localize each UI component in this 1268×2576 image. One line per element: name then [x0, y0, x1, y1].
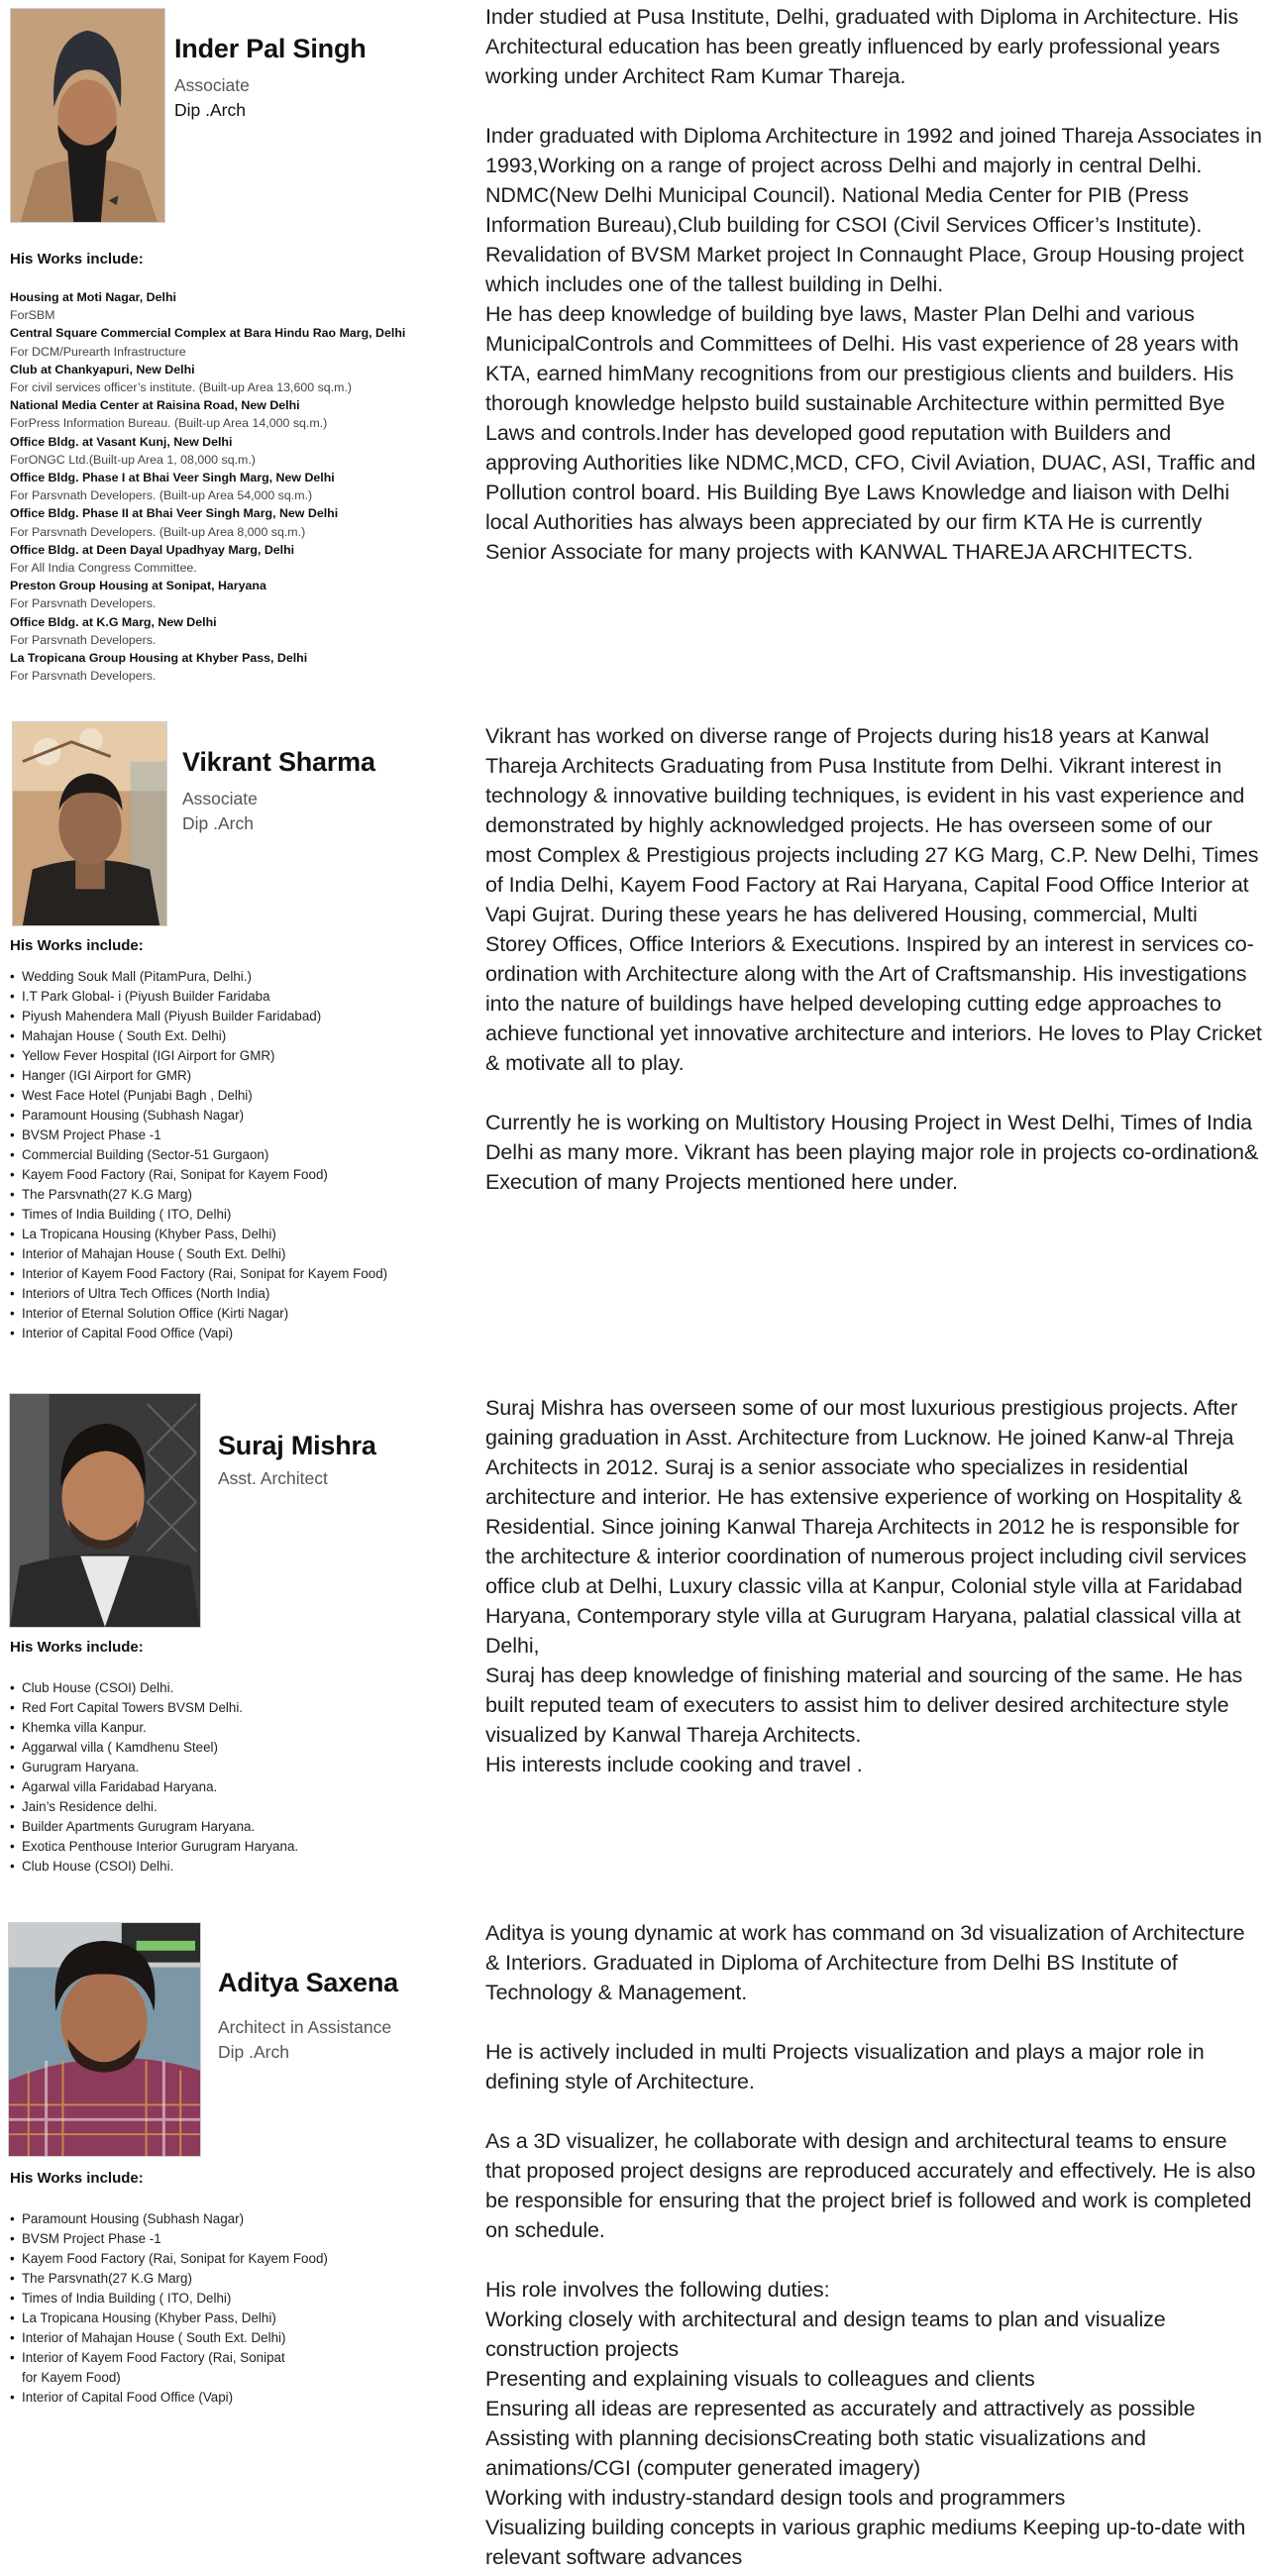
- works-item: • The Parsvnath(27 K.G Marg): [10, 1185, 387, 1205]
- portrait-image: [9, 1923, 200, 2156]
- works-item: Office Bldg. Phase I at Bhai Veer Singh Marg, New Delhi For Parsvnath Developers. (Built-up Area 54,000 sq.m.): [10, 471, 335, 503]
- works-item: • Interior of Mahajan House ( South Ext. Delhi): [10, 2328, 328, 2348]
- profile-suraj-mishra: [0, 1393, 1268, 1888]
- works-item: • Times of India Building ( ITO, Delhi): [10, 2289, 328, 2308]
- works-item: • Interior of Mahajan House ( South Ext. Delhi): [10, 1244, 387, 1264]
- profile-title: Architect in Assistance: [218, 2017, 392, 2037]
- profile-degree: Dip .Arch: [218, 2042, 289, 2062]
- works-item: • Khemka villa Kanpur.: [10, 1718, 298, 1738]
- works-item: • Interior of Eternal Solution Office (Kirti Nagar): [10, 1304, 387, 1324]
- works-item: • Interiors of Ultra Tech Offices (North India): [10, 1284, 387, 1304]
- profile-role: [182, 787, 258, 836]
- works-item: • Club House (CSOI) Delhi.: [10, 1678, 298, 1698]
- profile-name: Vikrant Sharma: [182, 747, 375, 777]
- works-item: • BVSM Project Phase -1: [10, 2229, 328, 2249]
- works-item: National Media Center at Raisina Road, New Delhi ForPress Information Bureau. (Built-up Area 14,000 sq.m.): [10, 398, 328, 431]
- profile-degree: Dip .Arch: [182, 813, 254, 833]
- works-item: • West Face Hotel (Punjabi Bagh , Delhi): [10, 1086, 387, 1106]
- works-list: [10, 967, 387, 1343]
- profile-role: [174, 73, 250, 123]
- works-item: • BVSM Project Phase -1: [10, 1126, 387, 1145]
- profile-vikrant-sharma: [0, 721, 1268, 1355]
- works-item: • Commercial Building (Sector-51 Gurgaon): [10, 1145, 387, 1165]
- profile-title: Associate: [174, 75, 250, 95]
- works-item: • Hanger (IGI Airport for GMR): [10, 1066, 387, 1086]
- works-item: • Club House (CSOI) Delhi.: [10, 1857, 298, 1877]
- profile-photo: [10, 8, 165, 223]
- works-list: [10, 288, 405, 685]
- bio-paragraph: Suraj Mishra has overseen some of our most luxurious prestigious projects. After gaining graduation in Asst. Architecture from Lucknow. He joined Kanw-al Threja Architects in 2012. Suraj is a senior associate who specializes in residential architecture and interior. He has extensive experience of working on Hospitality & Residential. Since joining Kanwal Thareja Architects in 2012 he is responsible for the architecture & interior coordination of numerous project including civil services office club at Delhi, Luxury classic villa at Kanpur, Colonial style villa at Faridabad Haryana, Contemporary style villa at Gurugram Haryana, palatial classical villa at Delhi, Suraj has deep knowledge of finishing material and sourcing of the same. He has built reputed team of executers to assist him to deliver desired architecture style visualized by Kanwal Thareja Architects. His interests include cooking and travel .: [485, 1396, 1247, 1776]
- works-item: La Tropicana Group Housing at Khyber Pass, Delhi For Parsvnath Developers.: [10, 651, 308, 684]
- profile-name: Aditya Saxena: [218, 1968, 398, 1997]
- profile-name: Suraj Mishra: [218, 1431, 376, 1460]
- works-list: [10, 1678, 298, 1877]
- works-item: • La Tropicana Housing (Khyber Pass, Delhi): [10, 2308, 328, 2328]
- profile-title: Associate: [182, 789, 258, 808]
- works-item: • Aggarwal villa ( Kamdhenu Steel): [10, 1738, 298, 1758]
- profile-bio: [485, 1918, 1263, 2572]
- bio-paragraph: As a 3D visualizer, he collaborate with design and architectural teams to ensure that proposed project designs are reproduced accurately and effectively. He is also be responsible for ensuring that the project brief is followed and work is completed on schedule.: [485, 2129, 1256, 2242]
- works-item: Preston Group Housing at Sonipat, Haryana For Parsvnath Developers.: [10, 579, 266, 611]
- works-heading: His Works include:: [10, 2170, 144, 2187]
- works-item: Club at Chankyapuri, New Delhi For civil services officer’s institute. (Built-up Area 13,600 sq.m.): [10, 362, 353, 395]
- portrait-image: [11, 9, 164, 222]
- works-item: • Yellow Fever Hospital (IGI Airport for GMR): [10, 1046, 387, 1066]
- profile-bio: [485, 721, 1263, 1197]
- works-item: • Piyush Mahendera Mall (Piyush Builder Faridabad): [10, 1007, 387, 1026]
- works-item: Office Bldg. at K.G Marg, New Delhi For Parsvnath Developers.: [10, 614, 217, 647]
- works-item: • Interior of Kayem Food Factory (Rai, Sonipat for Kayem Food): [10, 1264, 387, 1284]
- works-item: • The Parsvnath(27 K.G Marg): [10, 2269, 328, 2289]
- bio-paragraph: Inder graduated with Diploma Architecture in 1992 and joined Thareja Associates in 1993,Working on a range of project across Delhi and majorly in central Delhi. NDMC(New Delhi Municipal Council). National Media Center for PIB (Press Information Bureau),Club building for CSOI (Civil Services Officer’s Institute). Revalidation of BVSM Market project In Connaught Place, Group Housing project which includes one of the tallest building in Delhi. He has deep knowledge of building bye laws, Master Plan Delhi and various MunicipalControls and Committees of Delhi. His vast experience of 28 years with KTA, earned himMany recognitions from our prestigious clients and builders. His thorough knowledge helpsto build sustainable Architecture within permitted Bye Laws and controls.Inder has developed good reputation with Builders and approving Authorities like NDMC,MCD, CFO, Civil Aviation, DUAC, ASI, Traffic and Pollution control board. His Building Bye Laws Knowledge and liaison with Delhi local Authorities has always been appreciated by our firm KTA He is currently Senior Associate for many projects with KANWAL THAREJA ARCHITECTS.: [485, 124, 1262, 564]
- works-item: • Kayem Food Factory (Rai, Sonipat for Kayem Food): [10, 1165, 387, 1185]
- bio-paragraph: His role involves the following duties: Working closely with architectural and design teams to plan and visualize construction projects Presenting and explaining visuals to colleagues and clients Ensuring all ideas are represented as accurately and attractively as possible Assisting with planning decisionsCreating both static visualizations and animations/CGI (computer generated imagery) Working with industry-standard design tools and programmers Visualizing building concepts in various graphic mediums Keeping up-to-date with relevant software advances: [485, 2278, 1246, 2569]
- works-item: • Agarwal villa Faridabad Haryana.: [10, 1777, 298, 1797]
- profile-bio: [485, 2, 1263, 567]
- works-item: Central Square Commercial Complex at Bara Hindu Rao Marg, Delhi For DCM/Purearth Infrastructure: [10, 326, 406, 359]
- profile-title: Asst. Architect: [218, 1468, 328, 1488]
- works-heading: His Works include:: [10, 1639, 144, 1656]
- works-heading: His Works include:: [10, 251, 144, 268]
- bio-paragraph: He is actively included in multi Projects visualization and plays a major role in defining style of Architecture.: [485, 2040, 1205, 2093]
- works-item: • Gurugram Haryana.: [10, 1758, 298, 1777]
- bio-paragraph: Vikrant has worked on diverse range of Projects during his18 years at Kanwal Thareja Architects Graduating from Pusa Institute from Delhi. Vikrant interest in technology & innovative building techniques, is evident in his vast experience and demonstrated by highly acknowledged projects. He has overseen some of our most Complex & Prestigious projects including 27 KG Marg, C.P. New Delhi, Times of India Delhi, Kayem Food Factory at Rai Haryana, Capital Food Office Interior at Vapi Gujrat. During these years he has delivered Housing, commercial, Multi Storey Offices, Office Interiors & Executions. Inspired by an interest in services co-ordination with Architecture along with the Art of Craftsmanship. His investigations into the nature of buildings have helped developing cutting edge approaches to achieve functional yet innovative architecture and interiors. He loves to Play Cricket & motivate all to play.: [485, 724, 1262, 1075]
- works-item: • Interior of Kayem Food Factory (Rai, Sonipat for Kayem Food): [10, 2348, 328, 2388]
- profile-aditya-saxena: [0, 1922, 1268, 2576]
- profile-photo: [8, 1922, 201, 2157]
- profile-bio: [485, 1393, 1263, 1779]
- portrait-image: [10, 1394, 200, 1627]
- works-item: Office Bldg. at Deen Dayal Upadhyay Marg, Delhi For All India Congress Committee.: [10, 542, 295, 576]
- bio-paragraph: Inder studied at Pusa Institute, Delhi, graduated with Diploma in Architecture. His Architectural education has been greatly influenced by early professional years working under Architect Ram Kumar Thareja.: [485, 5, 1239, 88]
- profile-name: Inder Pal Singh: [174, 34, 367, 63]
- works-item: • Red Fort Capital Towers BVSM Delhi.: [10, 1698, 298, 1718]
- works-item: Housing at Moti Nagar, Delhi ForSBM: [10, 290, 176, 323]
- profile-photo: [12, 721, 167, 926]
- works-item: • Interior of Capital Food Office (Vapi): [10, 2388, 328, 2408]
- profile-role: [218, 2015, 391, 2065]
- works-item: • Times of India Building ( ITO, Delhi): [10, 1205, 387, 1225]
- portrait-image: [13, 722, 166, 925]
- works-item: Office Bldg. at Vasant Kunj, New Delhi ForONGC Ltd.(Built-up Area 1, 08,000 sq.m.): [10, 434, 256, 467]
- profile-degree: Dip .Arch: [174, 100, 246, 120]
- bio-paragraph: Currently he is working on Multistory Housing Project in West Delhi, Times of India Delhi as many more. Vikrant has been playing major role in projects co-ordination& Execution of many Projects mentioned here under.: [485, 1111, 1259, 1194]
- profile-role: [218, 1466, 328, 1491]
- profile-photo: [9, 1393, 201, 1628]
- works-item: • I.T Park Global- i (Piyush Builder Faridaba: [10, 987, 387, 1007]
- works-item: • Paramount Housing (Subhash Nagar): [10, 1106, 387, 1126]
- works-item: • Wedding Souk Mall (PitamPura, Delhi.): [10, 967, 387, 987]
- works-heading: His Works include:: [10, 937, 144, 954]
- works-item: • Paramount Housing (Subhash Nagar): [10, 2209, 328, 2229]
- bio-paragraph: Aditya is young dynamic at work has command on 3d visualization of Architecture & Interiors. Graduated in Diploma of Architecture from Delhi BS Institute of Technology & Management.: [485, 1921, 1245, 2004]
- profile-inder-pal-singh: [0, 5, 1268, 701]
- works-item: • La Tropicana Housing (Khyber Pass, Delhi): [10, 1225, 387, 1244]
- works-item: • Mahajan House ( South Ext. Delhi): [10, 1026, 387, 1046]
- works-item: • Exotica Penthouse Interior Gurugram Haryana.: [10, 1837, 298, 1857]
- works-item: • Interior of Capital Food Office (Vapi): [10, 1324, 387, 1343]
- works-item: • Jain’s Residence delhi.: [10, 1797, 298, 1817]
- works-item: • Builder Apartments Gurugram Haryana.: [10, 1817, 298, 1837]
- works-item: Office Bldg. Phase II at Bhai Veer Singh Marg, New Delhi For Parsvnath Developers. (Built-up Area 8,000 sq.m.): [10, 506, 339, 539]
- works-item: • Kayem Food Factory (Rai, Sonipat for Kayem Food): [10, 2249, 328, 2269]
- works-list: [10, 2209, 328, 2408]
